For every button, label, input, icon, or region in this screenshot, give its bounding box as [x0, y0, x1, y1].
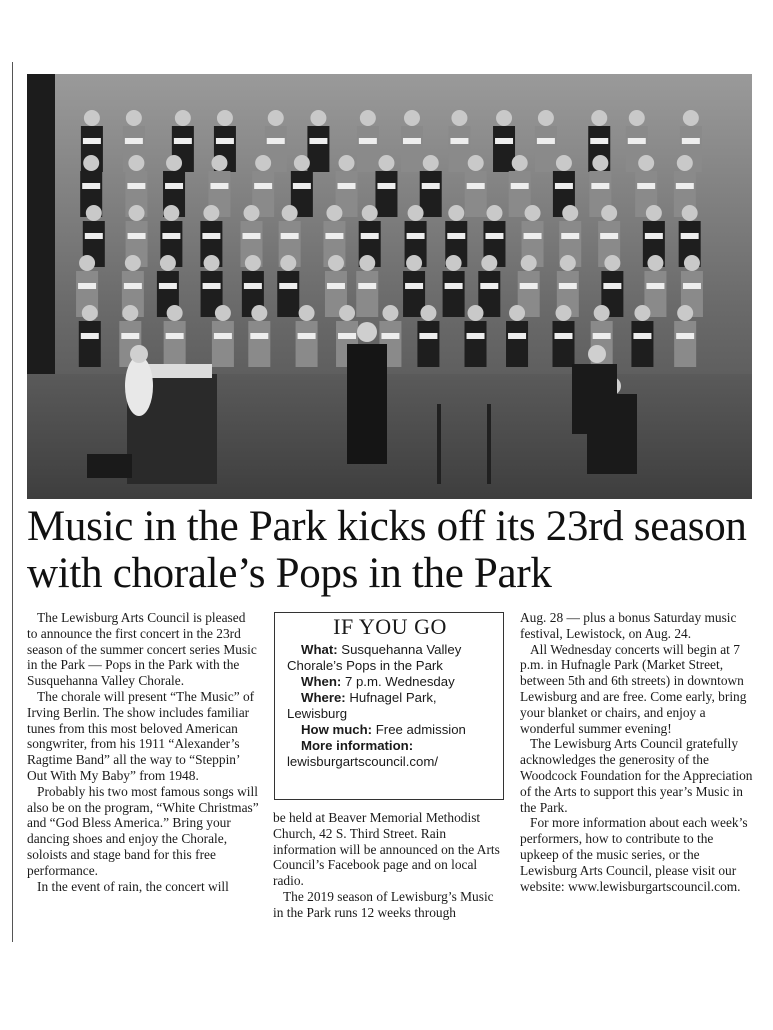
music-folder	[281, 233, 299, 239]
music-folder	[450, 138, 468, 144]
singer-head	[217, 110, 233, 126]
singer-figure	[448, 126, 470, 172]
singer-head	[446, 255, 462, 271]
music-folder	[309, 138, 327, 144]
singer-head	[79, 255, 95, 271]
singer-figure	[277, 271, 299, 317]
singer-head	[509, 305, 525, 321]
singer-head	[647, 255, 663, 271]
music-folder	[162, 233, 180, 239]
singer-head	[525, 205, 541, 221]
singer-head	[255, 155, 271, 171]
music-folder	[633, 333, 651, 339]
music-folder	[214, 333, 232, 339]
singer-head	[496, 110, 512, 126]
singer-head	[359, 255, 375, 271]
music-folder	[244, 283, 262, 289]
singer-head	[448, 205, 464, 221]
singer-figure	[535, 126, 557, 172]
music-folder	[250, 333, 268, 339]
music-folder	[591, 183, 609, 189]
singer-head	[339, 155, 355, 171]
music-folder	[165, 183, 183, 189]
singer-head	[163, 205, 179, 221]
singer-head	[562, 205, 578, 221]
singer-head	[280, 255, 296, 271]
singer-head	[604, 255, 620, 271]
music-folder	[358, 283, 376, 289]
singer-head	[378, 155, 394, 171]
info-more	[287, 738, 493, 770]
music-folder	[267, 138, 285, 144]
chorale-photo-illustration	[27, 74, 752, 499]
paragraph: Probably his two most famous songs will also be on the program, “White Christmas” and “God Bless America.” Bring your dancing shoes and enjoy the Chorale, soloists and stage band for this free performance.	[27, 783, 259, 878]
singer-head	[682, 205, 698, 221]
article-headline: Music in the Park kicks off its 23rd season with chorale’s Pops in the Park	[27, 503, 747, 597]
singer-head	[125, 255, 141, 271]
singer-head	[677, 305, 693, 321]
music-folder	[681, 233, 699, 239]
music-folder	[495, 138, 513, 144]
singer-head	[560, 255, 576, 271]
singer-figure	[307, 126, 329, 172]
article-column-2	[273, 810, 505, 921]
music-folder	[520, 283, 538, 289]
paragraph: Aug. 28 — plus a bonus Saturday music festival, Lewistock, on Aug. 24.	[520, 610, 737, 641]
music-folder	[676, 333, 694, 339]
info-label: When:	[301, 674, 342, 689]
music-folder	[128, 233, 146, 239]
singer-head	[362, 205, 378, 221]
singer-head	[167, 305, 183, 321]
paragraph: The 2019 season of Lewisburg’s Music in the Park runs 12 weeks through	[273, 888, 494, 920]
music-folder	[480, 283, 498, 289]
info-how-much	[287, 722, 493, 738]
music-folder	[338, 183, 356, 189]
music-folder	[628, 138, 646, 144]
music-folder	[467, 333, 485, 339]
singer-head	[592, 155, 608, 171]
singer-head	[299, 305, 315, 321]
music-folder	[508, 333, 526, 339]
singer-head	[451, 110, 467, 126]
singer-figure	[553, 321, 575, 367]
singer-head	[129, 205, 145, 221]
music-folder	[202, 233, 220, 239]
music-folder	[125, 138, 143, 144]
music-folder	[403, 138, 421, 144]
paragraph: The Lewisburg Arts Council is pleased to announce the first concert in the 23rd season of the summer concert series Music in the Park — Pops in the Park with the Susquehanna Valley Chorale.	[27, 610, 257, 689]
singer-head	[82, 305, 98, 321]
singer-head	[326, 205, 342, 221]
music-folder	[325, 233, 343, 239]
info-where	[287, 690, 493, 722]
singer-head	[84, 110, 100, 126]
singer-head	[86, 205, 102, 221]
singer-head	[382, 305, 398, 321]
singer-head	[481, 255, 497, 271]
singer-figure	[375, 171, 397, 217]
music-folder	[243, 233, 261, 239]
music-folder	[377, 183, 395, 189]
singer-figure	[443, 271, 465, 317]
singer-head	[468, 305, 484, 321]
singer-head	[251, 305, 267, 321]
singer-figure	[357, 126, 379, 172]
singer-head	[268, 110, 284, 126]
music-folder	[83, 138, 101, 144]
singer-head	[166, 155, 182, 171]
singer-head	[160, 255, 176, 271]
singer-head	[556, 305, 572, 321]
singer-head	[175, 110, 191, 126]
music-folder	[467, 183, 485, 189]
music-folder	[600, 233, 618, 239]
info-value: Hufnagel Park, Lewisburg	[287, 690, 437, 721]
info-value: 7 p.m. Wednesday	[341, 674, 455, 689]
singer-head	[339, 305, 355, 321]
singer-figure	[674, 321, 696, 367]
music-folder	[210, 183, 228, 189]
singer-head	[677, 155, 693, 171]
music-folder	[603, 283, 621, 289]
singer-figure	[631, 321, 653, 367]
singer-head	[203, 205, 219, 221]
music-folder	[85, 233, 103, 239]
info-label: How much:	[301, 722, 373, 737]
singer-head	[591, 110, 607, 126]
music-folder	[82, 183, 100, 189]
music-folder	[555, 183, 573, 189]
singer-figure	[212, 321, 234, 367]
info-when	[287, 674, 493, 690]
singer-figure	[506, 321, 528, 367]
music-folder	[327, 283, 345, 289]
music-folder	[447, 233, 465, 239]
music-folder	[121, 333, 139, 339]
singer-head	[360, 110, 376, 126]
paragraph: In the event of rain, the concert will	[37, 878, 229, 894]
if-you-go-title: IF YOU GO	[333, 614, 447, 639]
music-folder	[422, 183, 440, 189]
music-folder	[203, 283, 221, 289]
singer-head	[310, 110, 326, 126]
music-folder	[174, 138, 192, 144]
singer-figure	[248, 321, 270, 367]
info-value: Free admission	[372, 722, 466, 737]
if-you-go-box	[274, 612, 504, 800]
singer-head	[294, 155, 310, 171]
singer-head	[521, 255, 537, 271]
music-folder	[127, 183, 145, 189]
music-folder	[485, 233, 503, 239]
singer-head	[404, 110, 420, 126]
singer-head	[646, 205, 662, 221]
singer-head	[328, 255, 344, 271]
singer-figure	[493, 126, 515, 172]
music-folder	[419, 333, 437, 339]
music-folder	[555, 333, 573, 339]
music-folder	[593, 333, 611, 339]
music-folder	[524, 233, 542, 239]
singer-head	[245, 255, 261, 271]
singer-head	[128, 155, 144, 171]
info-label: What:	[301, 642, 338, 657]
article-column-1	[27, 610, 259, 894]
singer-head	[406, 255, 422, 271]
singer-head	[683, 110, 699, 126]
paragraph: For more information about each week’s performers, how to contribute to the upkeep of the music series, or the Lewisburg Arts Council, please visit our website: www.lewisburgartscouncil.com.	[520, 815, 748, 894]
singer-head	[684, 255, 700, 271]
singer-head	[538, 110, 554, 126]
music-folder	[81, 333, 99, 339]
singer-head	[126, 110, 142, 126]
chorale-photo	[27, 74, 752, 499]
music-folder	[683, 283, 701, 289]
singer-head	[594, 305, 610, 321]
singer-head	[629, 110, 645, 126]
info-value: Susquehanna Valley Chorale’s Pops in the Park	[287, 642, 462, 673]
paragraph: The chorale will present “The Music” of Irving Berlin. The show includes familiar tunes from this most beloved American songwriter, from his 1911 “Alexander’s Ragtime Band” all the way to “Steppin’ Out With My Baby” from 1948.	[27, 688, 255, 783]
music-folder	[445, 283, 463, 289]
singer-head	[512, 155, 528, 171]
singer-figure	[356, 271, 378, 317]
singer-figure	[401, 126, 423, 172]
music-folder	[279, 283, 297, 289]
singer-figure	[79, 321, 101, 367]
singer-figure	[465, 321, 487, 367]
info-label: Where:	[301, 690, 346, 705]
music-folder	[359, 138, 377, 144]
music-folder	[537, 138, 555, 144]
info-value: lewisburgartscouncil.com/	[287, 754, 438, 769]
music-folder	[637, 183, 655, 189]
music-folder	[676, 183, 694, 189]
singer-head	[634, 305, 650, 321]
singer-head	[204, 255, 220, 271]
music-folder	[338, 333, 356, 339]
page-margin-rule	[12, 62, 13, 942]
singer-figure	[465, 171, 487, 217]
singer-head	[211, 155, 227, 171]
singer-head	[601, 205, 617, 221]
music-folder	[561, 233, 579, 239]
info-label: More information:	[301, 738, 414, 753]
music-folder	[78, 283, 96, 289]
music-folder	[254, 183, 272, 189]
singer-figure	[417, 321, 439, 367]
paragraph: All Wednesday concerts will begin at 7 p.m. in Hufnagle Park (Market Street, between 5th and 6th streets) in downtown Lewisburg and are free. Come early, bring your blanket or chairs, and enjoy a wonderful summer evening!	[520, 641, 747, 736]
singer-figure	[296, 321, 318, 367]
music-folder	[159, 283, 177, 289]
singer-head	[215, 305, 231, 321]
info-what	[287, 642, 493, 674]
music-folder	[645, 233, 663, 239]
paragraph: The Lewisburg Arts Council gratefully acknowledges the generosity of the Woodcock Foundation for the Appreciation of the Arts to support this year’s Music in the Park.	[520, 736, 753, 815]
music-folder	[407, 233, 425, 239]
music-folder	[298, 333, 316, 339]
music-folder	[381, 333, 399, 339]
singer-head	[420, 305, 436, 321]
paragraph: be held at Beaver Memorial Methodist Church, 42 S. Third Street. Rain information will be announced on the Arts Council’s Facebook page and on local radio.	[273, 810, 500, 889]
singer-head	[556, 155, 572, 171]
singer-head	[408, 205, 424, 221]
singer-head	[468, 155, 484, 171]
music-folder	[682, 138, 700, 144]
singer-head	[423, 155, 439, 171]
singer-head	[638, 155, 654, 171]
music-folder	[646, 283, 664, 289]
singer-head	[83, 155, 99, 171]
singer-head	[122, 305, 138, 321]
article-column-3	[520, 610, 755, 894]
music-folder	[216, 138, 234, 144]
music-folder	[293, 183, 311, 189]
singer-head	[282, 205, 298, 221]
music-folder	[559, 283, 577, 289]
music-folder	[511, 183, 529, 189]
singer-figure	[164, 321, 186, 367]
music-folder	[361, 233, 379, 239]
music-folder	[405, 283, 423, 289]
music-folder	[166, 333, 184, 339]
music-folder	[124, 283, 142, 289]
singer-head	[244, 205, 260, 221]
singer-head	[486, 205, 502, 221]
music-folder	[590, 138, 608, 144]
